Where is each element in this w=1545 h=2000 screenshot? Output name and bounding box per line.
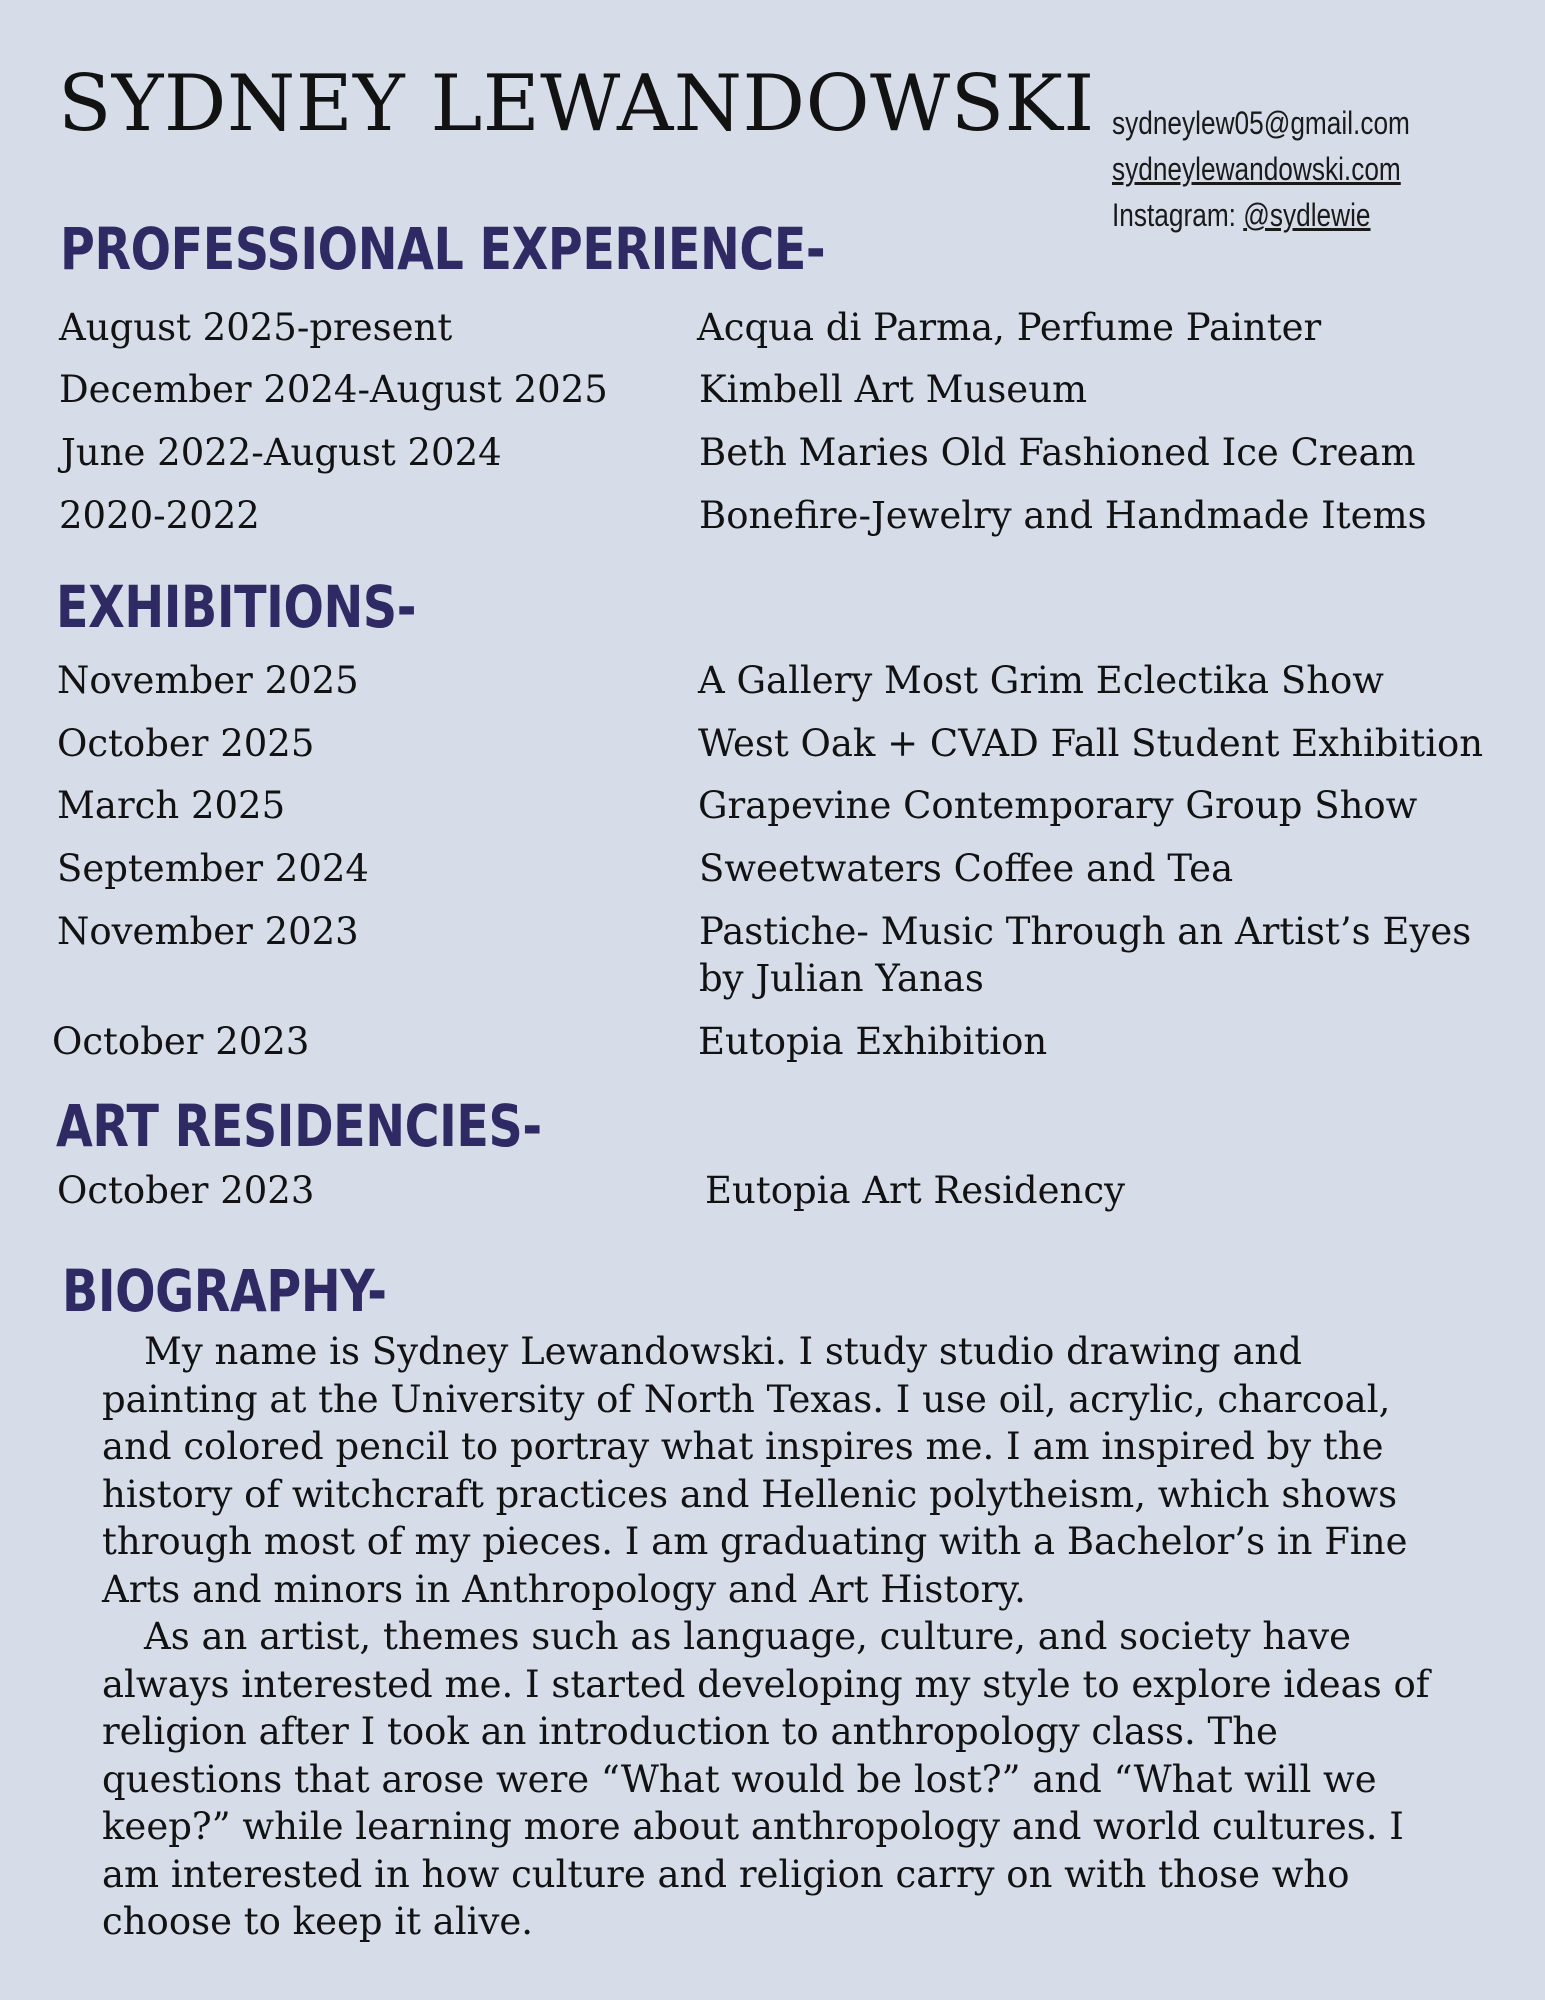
email-text[interactable]: sydneylew05@gmail.com [1112,105,1410,141]
experience-date: December 2024-August 2025 [59,368,608,411]
exhibition-date: September 2024 [57,847,369,890]
section-heading-professional-experience: PROFESSIONAL EXPERIENCE- [60,215,826,283]
experience-date: June 2022-August 2024 [61,431,502,474]
instagram-link[interactable]: @sydlewie [1243,197,1371,233]
exhibition-date: November 2023 [57,910,359,953]
exhibition-item: West Oak + CVAD Fall Student Exhibition [698,722,1484,765]
experience-item: Kimbell Art Museum [699,368,1088,411]
exhibition-item-line2: by Julian Yanas [699,957,984,1000]
experience-item: Beth Maries Old Fashioned Ice Cream [699,431,1416,474]
section-heading-art-residencies: ART RESIDENCIES- [56,1092,542,1160]
residency-date: October 2023 [57,1169,315,1212]
exhibition-item: Eutopia Exhibition [698,1020,1048,1063]
exhibition-item: Sweetwaters Coffee and Tea [699,847,1234,890]
experience-item: Bonefire-Jewelry and Handmade Items [699,494,1427,537]
exhibition-date: March 2025 [57,784,286,827]
biography-paragraph: My name is Sydney Lewandowski. I study studio drawing and painting at the University of North Texas. I use oil, acrylic, charcoal, and colored pencil to portray what inspires me. I am inspired by the history of witchcraft practices and Hellenic polytheism, which shows through most of my pieces. I am graduating with a Bachelor’s in Fine Arts and minors in Anthropology and Art History. [102,1330,1408,1611]
exhibition-date: October 2023 [52,1020,310,1063]
biography-text [102,1328,1452,1946]
contact-block [1112,100,1410,238]
biography-paragraph: As an artist, themes such as language, culture, and society have always interested me. I started developing my style to explore ideas of religion after I took an introduction to anthropology class. The questions that arose were “What would be lost?” and “What will we keep?” while learning more about anthropology and world cultures. I am interested in how culture and religion carry on with those who choose to keep it alive. [102,1615,1430,1943]
experience-item: Acqua di Parma, Perfume Painter [697,306,1322,349]
instagram-label: Instagram: [1112,197,1244,233]
residency-item: Eutopia Art Residency [705,1169,1125,1212]
exhibition-item: Grapevine Contemporary Group Show [698,784,1418,827]
section-heading-biography: BIOGRAPHY- [62,1257,387,1325]
experience-date: August 2025-present [59,306,453,349]
exhibition-date: October 2025 [57,722,315,765]
website-link[interactable]: sydneylewandowski.com [1112,151,1401,187]
instagram-line [1112,192,1410,238]
experience-date: 2020-2022 [59,494,260,537]
section-heading-exhibitions: EXHIBITIONS- [56,573,417,641]
page-title: SYDNEY LEWANDOWSKI [58,59,1095,149]
exhibition-date: November 2025 [57,659,359,702]
exhibition-item: Pastiche- Music Through an Artist’s Eyes [699,910,1472,953]
exhibition-item: A Gallery Most Grim Eclectika Show [698,659,1384,702]
